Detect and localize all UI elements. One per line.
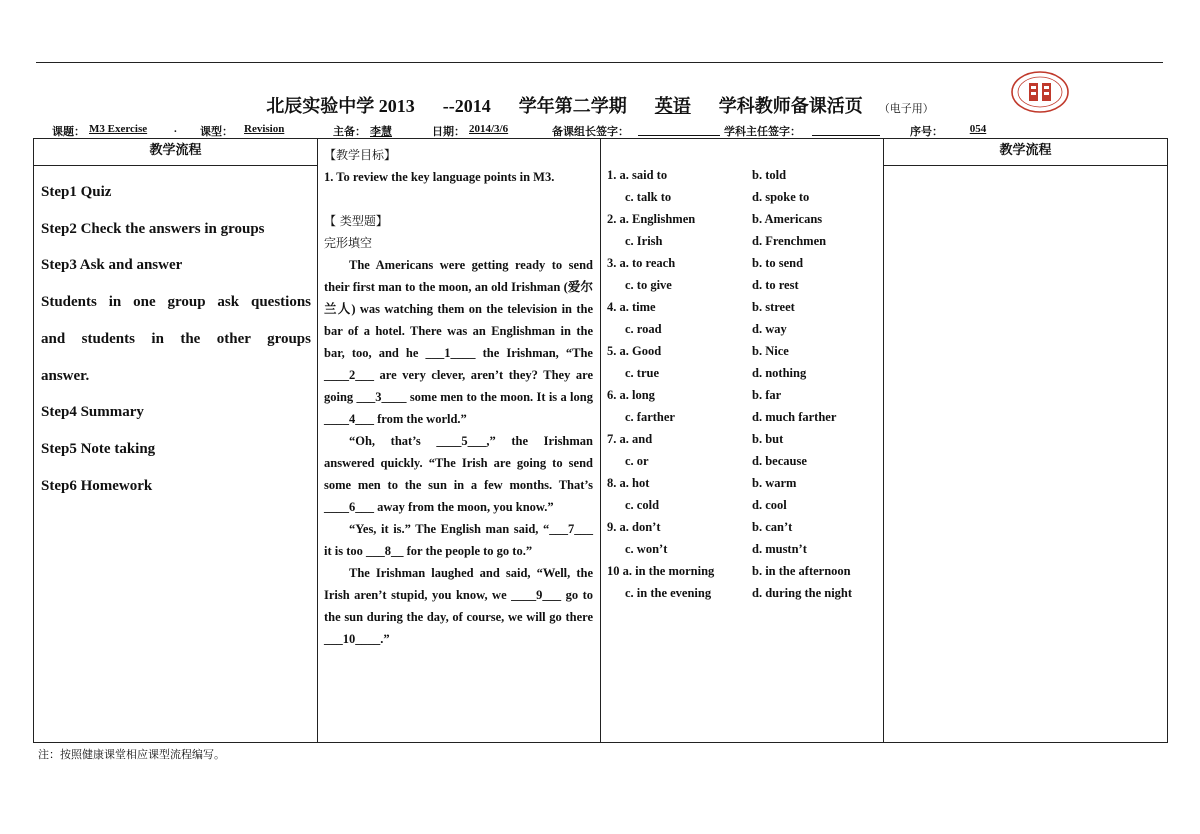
option-b: d. during the night — [752, 586, 853, 600]
lesson-type-label: 课型： — [200, 126, 233, 138]
option-b: b. warm — [752, 476, 797, 490]
option-b: d. mustn’t — [752, 542, 807, 556]
option-b: b. Nice — [752, 344, 789, 358]
term: 学年第二学期 — [518, 96, 627, 116]
option-b: d. way — [752, 322, 787, 336]
passage-paragraph-3: “Yes, it is.” The English man said, “___7___ it is too ___8__ for the people to go to.” — [324, 522, 593, 558]
options-column — [601, 139, 884, 743]
option-a: c. talk to — [625, 190, 672, 204]
serial-value: 054 — [969, 123, 987, 135]
option-row — [607, 230, 879, 252]
option-b: d. much farther — [752, 410, 837, 424]
form-name: 学科教师备课活页 — [718, 96, 863, 116]
option-b: b. told — [752, 168, 787, 182]
right-column-header: 教学流程 — [884, 139, 1168, 166]
option-row — [607, 340, 879, 362]
option-a: 7. a. and — [607, 432, 653, 446]
topic-value: M3 Exercise — [89, 123, 148, 135]
passage-paragraph-1: The Americans were getting ready to send their first man to the moon, an old Irishman (爱尔兰人) was watching them on the television in the bar of a hotel. There was an Englishman in the bar, too, and he ___1____ the Irishman, “The ____2___ are very clever, aren’t they? They are going ___3____ some men to the moon. It is a long ____4___ from the world.” — [324, 258, 593, 426]
date-label: 日期： — [432, 126, 465, 138]
option-b: b. can’t — [752, 520, 793, 534]
option-b: b. Americans — [752, 212, 823, 226]
school-name: 北辰实验中学 2013 — [266, 96, 415, 116]
option-row — [607, 274, 879, 296]
option-row — [607, 208, 879, 230]
date-value: 2014/3/6 — [469, 123, 509, 135]
middle-column — [318, 139, 601, 743]
step-3-detail-line-1: Students in one group ask questions — [41, 294, 311, 311]
option-a: c. in the evening — [625, 586, 712, 600]
option-b: d. nothing — [752, 366, 807, 380]
option-b: d. cool — [752, 498, 787, 512]
lesson-plan-table — [33, 138, 1168, 743]
goal-header: 【教学目标】 — [324, 148, 397, 162]
option-row — [607, 296, 879, 318]
option-row — [607, 450, 879, 472]
option-row — [607, 362, 879, 384]
option-b: b. but — [752, 432, 784, 446]
topic-label: 课题： — [52, 126, 85, 138]
option-row — [607, 538, 879, 560]
director-signature-line — [812, 123, 880, 136]
option-a: 1. a. said to — [607, 168, 668, 182]
option-b: d. because — [752, 454, 807, 468]
option-a: c. or — [625, 454, 649, 468]
option-a: 2. a. Englishmen — [607, 212, 696, 226]
form-note: （电子用） — [878, 103, 934, 115]
option-a: c. road — [625, 322, 662, 336]
passage-paragraph-4: The Irishman laughed and said, “Well, the Irish aren’t stupid, you know, we ____9___ go to the sun during the day, of course, we will go there ___10____.” — [324, 566, 593, 646]
lesson-type-value: Revision — [244, 123, 285, 135]
step-3: Step3 Ask and answer — [41, 257, 183, 274]
footer-note: 注：按照健康课堂相应课型流程编写。 — [38, 748, 225, 761]
option-row — [607, 252, 879, 274]
option-b: b. street — [752, 300, 795, 314]
passage-paragraph-2: “Oh, that’s ____5___,” the Irishman answered quickly. “The Irish are going to send some men to the sun in a few months. That’s ____6___ away from the moon, you know.” — [324, 434, 593, 514]
option-a: 8. a. hot — [607, 476, 650, 490]
step-1: Step1 Quiz — [41, 184, 112, 200]
type-header: 【 类型题】 — [324, 214, 388, 228]
school-seal-logo — [1010, 70, 1070, 114]
step-3-detail-line-2: and students in the other groups — [41, 330, 311, 347]
type-name: 完形填空 — [324, 236, 373, 250]
option-a: c. to give — [625, 278, 672, 292]
option-a: c. true — [625, 366, 660, 380]
option-row — [607, 318, 879, 340]
option-b: b. far — [752, 388, 782, 402]
option-row — [607, 516, 879, 538]
option-row — [607, 472, 879, 494]
director-label: 学科主任签字： — [724, 126, 801, 138]
year-end: --2014 — [442, 96, 491, 116]
option-row — [607, 494, 879, 516]
option-a: 9. a. don’t — [607, 520, 661, 534]
option-a: c. farther — [625, 410, 675, 424]
option-b: d. to rest — [752, 278, 799, 292]
option-row — [607, 582, 879, 604]
options-list — [601, 139, 883, 604]
top-rule — [36, 62, 1163, 63]
underline-fill: . — [174, 123, 177, 135]
step-3-detail-line-3: answer. — [41, 367, 90, 384]
group-leader-signature-line — [638, 123, 720, 136]
group-leader-label: 备课组长签字： — [552, 126, 629, 138]
option-b: d. Frenchmen — [752, 234, 827, 248]
option-row — [607, 428, 879, 450]
serial-label: 序号： — [910, 126, 943, 138]
subject: 英语 — [654, 96, 691, 116]
option-row — [607, 186, 879, 208]
option-row — [607, 164, 879, 186]
option-a: 6. a. long — [607, 388, 655, 402]
step-2: Step2 Check the answers in groups — [41, 220, 265, 237]
option-row — [607, 406, 879, 428]
right-column-body — [884, 166, 1168, 743]
option-b: b. in the afternoon — [752, 564, 851, 578]
left-column-header: 教学流程 — [34, 139, 318, 166]
goal-item-1: 1. To review the key language points in M3. — [324, 170, 555, 184]
option-a: 4. a. time — [607, 300, 656, 314]
option-b: b. to send — [752, 256, 804, 270]
preparer-value: 李慧 — [370, 126, 392, 138]
option-a: c. won’t — [625, 542, 668, 556]
option-row — [607, 560, 879, 582]
step-4: Step4 Summary — [41, 404, 144, 421]
option-a: 3. a. to reach — [607, 256, 676, 270]
option-row — [607, 384, 879, 406]
step-5: Step5 Note taking — [41, 440, 156, 457]
preparer-label: 主备： — [333, 126, 366, 138]
option-a: 10 a. in the morning — [607, 564, 715, 578]
option-a: 5. a. Good — [607, 344, 662, 358]
option-b: d. spoke to — [752, 190, 810, 204]
option-a: c. cold — [625, 498, 660, 512]
left-column-body — [34, 166, 318, 743]
option-a: c. Irish — [625, 234, 663, 248]
step-6: Step6 Homework — [41, 477, 153, 494]
